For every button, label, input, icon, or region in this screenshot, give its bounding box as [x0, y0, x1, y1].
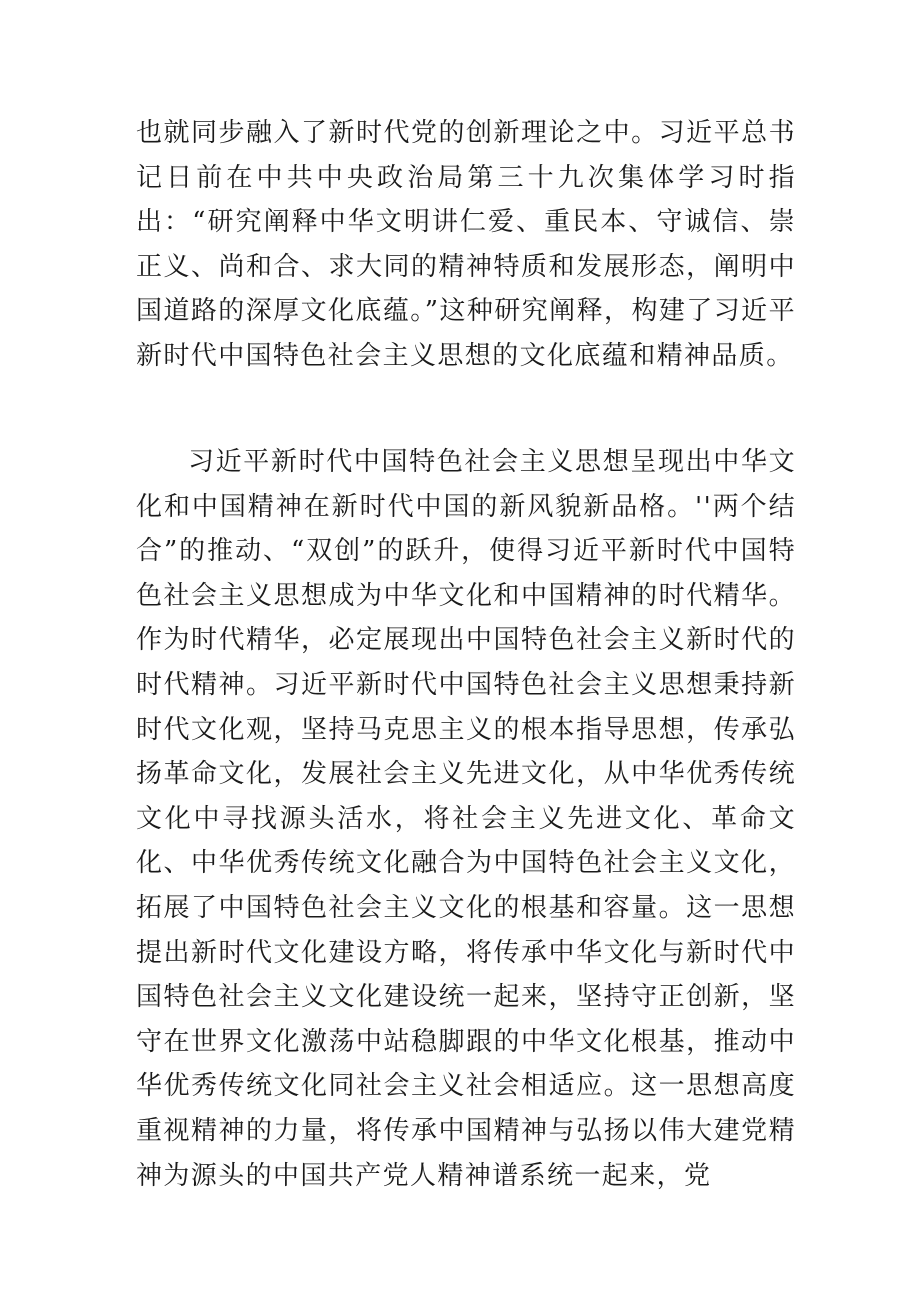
- body-paragraph-indented: 习近平新时代中国特色社会主义思想呈现出中华文化和中国精神在新时代中国的新风貌新品格。''两个结合”的推动、“双创”的跃升，使得习近平新时代中国特色社会主义思想成为中华文化和中国精神的时代精华。作为时代精华，必定展现出中国特色社会主义新时代的时代精神。习近平新时代中国特色社会主义思想秉持新时代文化观，坚持马克思主义的根本指导思想，传承弘扬革命文化，发展社会主义先进文化，从中华优秀传统文化中寻找源头活水，将社会主义先进文化、革命文化、中华优秀传统文化融合为中国特色社会主义文化，拓展了中国特色社会主义文化的根基和容量。这一思想提出新时代文化建设方略，将传承中华文化与新时代中国特色社会主义文化建设统一起来，坚持守正创新，坚守在世界文化激荡中站稳脚跟的中华文化根基，推动中华优秀传统文化同社会主义社会相适应。这一思想高度重视精神的力量，将传承中国精神与弘扬以伟大建党精神为源头的中国共产党人精神谱系统一起来，党: [136, 447, 796, 1191]
- body-paragraph-continuation: 也就同步融入了新时代党的创新理论之中。习近平总书记日前在中共中央政治局第三十九次集体学习时指出：“研究阐释中华文明讲仁爱、重民本、守诚信、崇正义、尚和合、求大同的精神特质和发展形态，阐明中国道路的深厚文化底蕴。”这种研究阐释，构建了习近平新时代中国特色社会主义思想的文化底蕴和精神品质。: [136, 118, 796, 371]
